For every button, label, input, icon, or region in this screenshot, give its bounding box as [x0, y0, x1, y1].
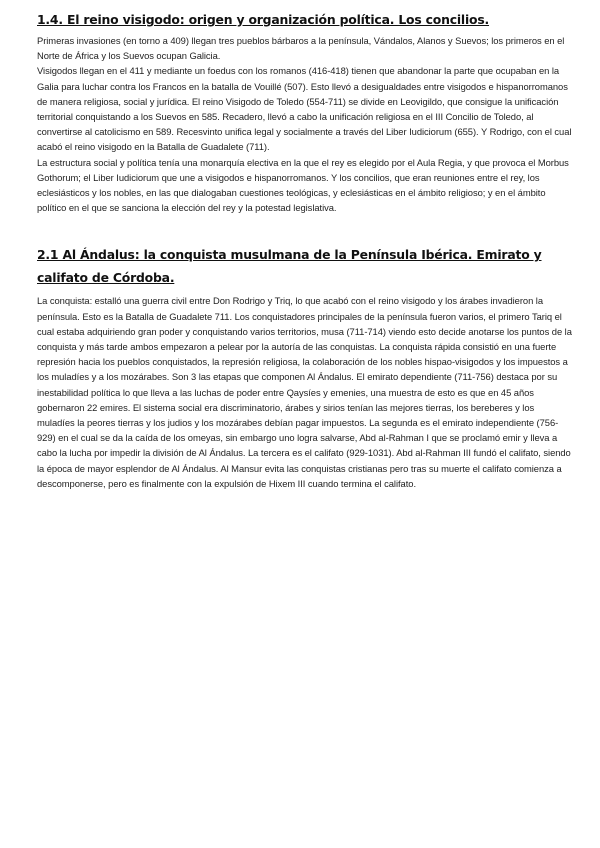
section-1-paragraph-2: Visigodos llegan en el 411 y mediante un foedus con los romanos (416-418) tienen que abandonar la parte que ocupaban en la Galia para luchar contra los Francos en la batalla de Vouillé (507). Esto llevó a desigualdades entre visigodos e hispanorromanos de manera religiosa, social y jurídica. El reino Visigodo de Toledo (554-711) se divide en Leovigildo, que consigue la unificación territorial conquistando a los Suevos en 585. Recadero, llevó a cabo la unificación religiosa en el III Concilio de Toledo, al convertirse al catolicismo en 589. Recesvinto unifica legal y socialmente a través del Liber Iudiciorum (655). Y Rodrigo, con el cual acabó el reino visigodo en la Batalla de Guadalete (711).: [37, 65, 572, 153]
section-1-paragraph-1: Primeras invasiones (en torno a 409) llegan tres pueblos bárbaros a la península, Vándalos, Alanos y Suevos; los primeros en el Norte de África y los Suevos ocupan Galicia.: [37, 35, 565, 62]
section-1-heading: 1.4. El reino visigodo: origen y organización política. Los concilios.: [37, 12, 490, 27]
section-2-heading: 2.1 Al Ándalus: la conquista musulmana de la Península Ibérica. Emirato y califato de Córdoba.: [37, 247, 542, 286]
section-1-paragraph-3: La estructura social y política tenía una monarquía electiva en la que el rey es elegido por el Aula Regia, y que provoca el Morbus Gothorum; el Liber Iudiciorum que une a visigodos e hispanorromanos. Y los concilios, que eran reuniones entre el rey, los eclesiásticos y los nobles, en las que dialogaban cuestiones teológicas, y eclesiásticas en el ámbito religioso; y en el ámbito político en el que se sanciona la elección del rey y la potestad legislativa.: [37, 156, 569, 214]
section-2-paragraph-1: La conquista: estalló una guerra civil entre Don Rodrigo y Triq, lo que acabó con el reino visigodo y los árabes invadieron la península. Esto es la Batalla de Guadalete 711. Los conquistadores principales de la península fueron varios, el primero Tariq el cual estaba adquiriendo gran poder y conquistando varios territorios, musa (711-714) viendo esto decide anotarse los puntos de la conquista y más tarde ambos empezaron a pelear por la autoría de las conquistas. La conquista rápida consistió en una fuerte represión hacia los pueblos conquistados, la represión religiosa, la colaboración de los nobles hispao-visigodos y los impuestos a los muladíes y a los mozárabes. Son 3 las etapas que componen Al Ándalus. El emirato dependiente (711-756) destaca por su inestabilidad política lo que lleva a las luchas de poder entre Qaysíes y emenies, una muestra de esto es que en 45 años gobernaron 22 emires. El sistema social era discriminatorio, árabes y sirios tenían las mejores tierras, los bereberes y los muladíes la peores tierras y los judios y los mozárabes debían pagar impuestos. La segunda es el emirato independiente (756-929) en el cual se da la caída de los omeyas, sin embargo uno logra salvarse, Abd al-Rahman I que se proclamó emir y lleva a cabo la lucha por impedir la división de Al Ándalus. La tercera es el califato (929-1031). Abd al-Rahman III fundó el califato, siendo la época de mayor esplendor de Al Ándalus. Al Mansur evita las conquistas cristianas pero tras su muerte el califato comienza a descomponerse, pero es finalmente con la expulsión de Hixem III cuando termina el califato.: [37, 295, 572, 489]
